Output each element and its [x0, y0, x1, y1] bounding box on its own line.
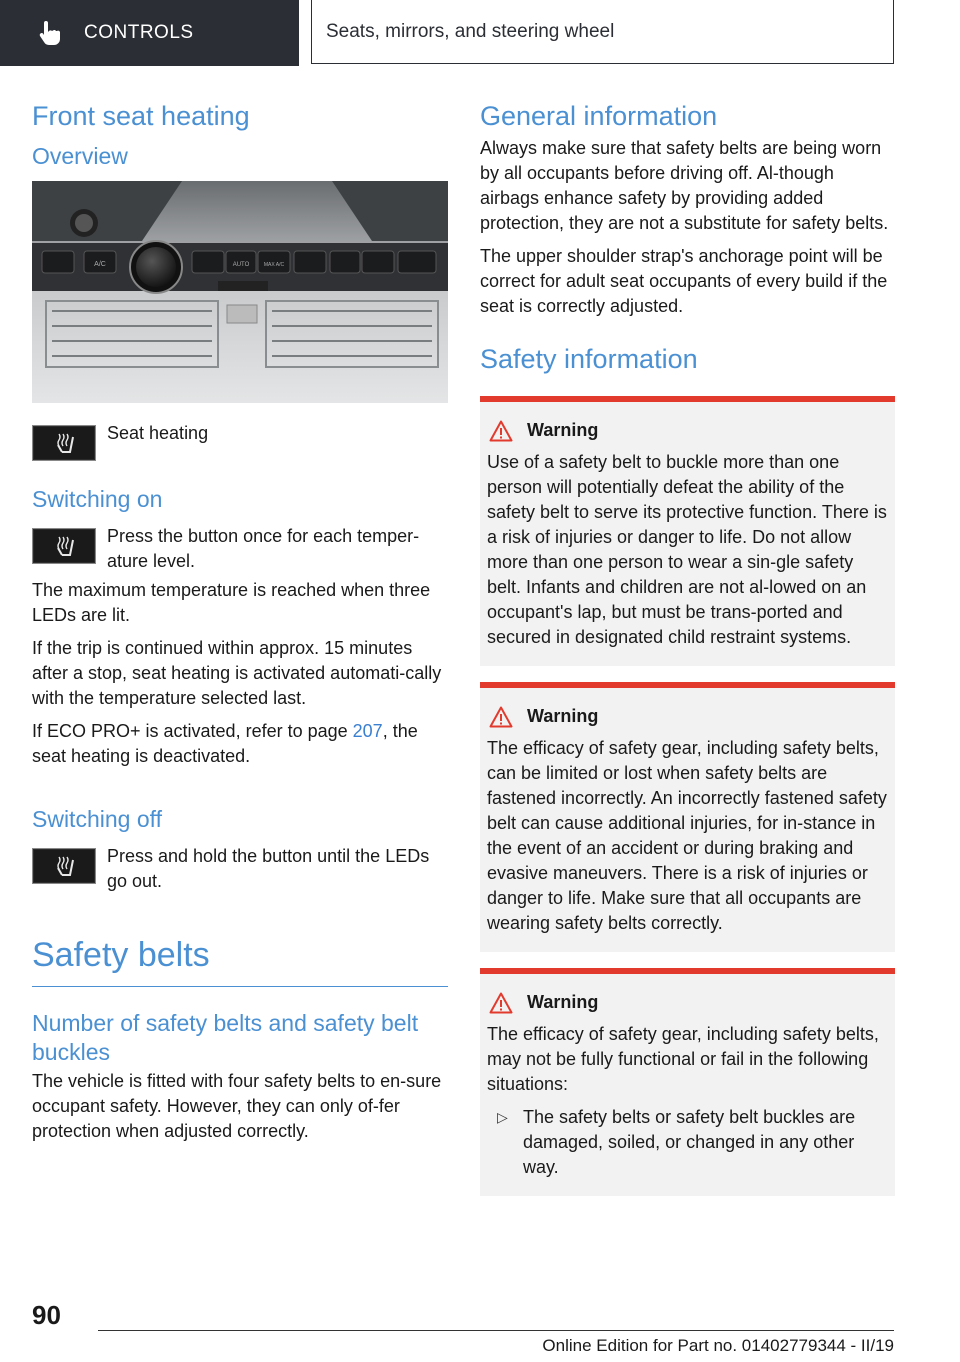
trip-text: If the trip is continued within approx. 15 minutes after a stop, seat heating is activated automati‐cally with the temperature selected last.	[32, 637, 442, 708]
heading-switching-off: Switching off	[32, 805, 162, 832]
warning-box-1	[480, 396, 895, 666]
switching-on-row	[32, 524, 448, 574]
heading-safety-information: Safety information	[480, 344, 698, 375]
seat-heating-button-icon	[32, 848, 96, 884]
photo-label-auto: AUTO	[232, 262, 250, 269]
eco-post: , the seat heating is deactivated.	[32, 720, 418, 766]
heading-overview: Overview	[32, 143, 128, 170]
seat-heating-button-icon	[32, 425, 96, 461]
warning-triangle-icon	[489, 420, 513, 442]
warning-title: Warning	[527, 420, 599, 441]
heading-switching-on: Switching on	[32, 486, 163, 513]
bullet-text: The safety belts or safety belt buckles are damaged, soiled, or changed in any other way.	[523, 1106, 856, 1177]
section-tab	[0, 0, 299, 66]
max-temp-text: The maximum temperature is reached when three LEDs are lit.	[32, 579, 431, 625]
switching-off-row	[32, 844, 448, 894]
chapter-title: Seats, mirrors, and steering wheel	[311, 0, 894, 64]
warning-title: Warning	[527, 706, 599, 727]
general-text-2: The upper shoulder strap's anchorage point will be correct for adult seat occupants of every build if the seat is correctly adjusted.	[480, 246, 888, 317]
eco-pre: If ECO PRO+ is activated, refer to page	[32, 720, 353, 741]
warning-triangle-icon	[489, 706, 513, 728]
seat-heating-label: Seat heating	[107, 423, 209, 444]
warning-header	[487, 706, 889, 728]
warning-text: Use of a safety belt to buckle more than one person will potentially defeat the ability of the safety belt to serve its protective function. There is a risk of injuries or danger to life. Do not allow more than one person to wear a sin‐gle safety belt. Infants and children are not al‐lowed on an occupant's lap, but must be trans‐ported and secured in designated child restraint systems.	[487, 451, 887, 647]
warning-box-2	[480, 682, 895, 952]
heading-safety-belts: Safety belts	[32, 935, 210, 974]
heading-number-of-belts: Number of safety belts and safety belt buckles	[32, 1010, 419, 1065]
warning-header	[487, 992, 889, 1014]
page-number: 90	[32, 1300, 61, 1330]
heading-general-information: General information	[480, 101, 718, 131]
page-header	[0, 0, 960, 66]
heading-front-seat-heating: Front seat heating	[32, 101, 250, 131]
right-column	[480, 100, 895, 1212]
list-item	[487, 1105, 889, 1180]
footer-edition: Online Edition for Part no. 01402779344 - II/19	[542, 1336, 894, 1355]
warning-header	[487, 420, 889, 442]
warning-text: The efficacy of safety gear, including safety belts, may not be fully functional or fail in the following situations:	[487, 1023, 879, 1094]
switching-off-text: Press and hold the button until the LEDs go out.	[107, 845, 430, 891]
warning-box-3	[480, 968, 895, 1196]
eco-pro-text	[32, 719, 448, 769]
general-text-1: Always make sure that safety belts are being worn by all occupants before driving off. Al‐though airbags enhance safety by providing added protection, they are not a substitute for safety belts.	[480, 138, 889, 234]
number-text: The vehicle is fitted with four safety belts to en‐sure occupant safety. However, they can only of‐fer protection when adjusted correctly.	[32, 1070, 442, 1141]
hand-pointer-icon	[36, 20, 62, 46]
warning-triangle-icon	[489, 992, 513, 1014]
seat-heating-button-icon	[32, 528, 96, 564]
left-column	[32, 100, 448, 1152]
footer-rule	[98, 1330, 894, 1331]
photo-label-maxac: MAX A/C	[263, 262, 285, 269]
climate-control-photo	[32, 181, 448, 403]
seat-heating-row	[32, 421, 448, 461]
photo-label-ac: A/C	[94, 261, 106, 269]
section-label: CONTROLS	[84, 22, 194, 43]
warning-text: The efficacy of safety gear, including safety belts, can be limited or lost when safety belts are fastened incorrectly. An incorrectly fastened safety belt can cause additional injuries, for in‐stance in the event of an accident or during braking and evasive maneuvers. There is a risk of injuries or danger to life. Make sure that all occupants are wearing safety belts correctly.	[487, 737, 887, 933]
bullet-marker: ▷	[497, 1108, 508, 1125]
switching-on-text: Press the button once for each temper‐ature level.	[107, 525, 420, 571]
heading-rule	[32, 986, 448, 987]
page-link-207[interactable]: 207	[352, 720, 383, 741]
warning-title: Warning	[527, 992, 599, 1013]
